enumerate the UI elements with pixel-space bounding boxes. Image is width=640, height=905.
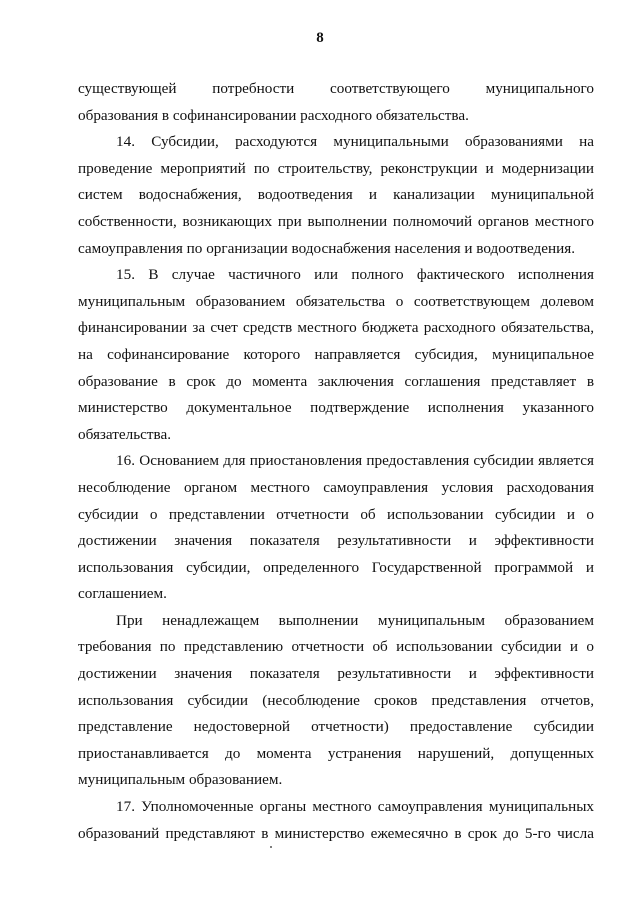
text-line: субсидии о представлении отчетности об использовании субсидии и о — [78, 505, 594, 523]
text-line: 17. Уполномоченные органы местного самоуправления муниципальных — [116, 798, 594, 816]
text-line: 15. В случае частичного или полного фактического исполнения — [116, 266, 594, 284]
text-line: финансировании за счет средств местного бюджета расходного обязательства, — [78, 319, 594, 337]
paragraph — [78, 608, 594, 794]
text-line: образований представляют в министерство ежемесячно в срок до 5-го числа — [78, 824, 594, 842]
text-line: соглашением. — [78, 585, 167, 603]
text-line: существующей потребности соответствующего муниципального — [78, 80, 594, 97]
text-line: собственности, возникающих при выполнении полномочий органов местного — [78, 212, 594, 230]
paragraph — [78, 129, 594, 262]
text-line: несоблюдение органом местного самоуправления условия расходования — [78, 478, 594, 496]
text-line: министерство документальное подтверждение исполнения указанного — [78, 399, 594, 417]
text-line: муниципальным образованием. — [78, 771, 283, 789]
text-line: самоуправления по организации водоснабжения населения и водоотведения. — [78, 239, 576, 257]
text-line: 16. Основанием для приостановления предоставления субсидии является — [116, 452, 594, 470]
scan-artifact — [270, 846, 272, 848]
text-line: образования в софинансировании расходного обязательства. — [78, 106, 469, 124]
text-line: обязательства. — [78, 425, 172, 443]
text-line: использования субсидии (несоблюдение сроков представления отчетов, — [78, 691, 594, 709]
text-line: При ненадлежащем выполнении муниципальным образованием — [116, 611, 594, 629]
text-line: достижении значения показателя результативности и эффективности — [78, 532, 594, 550]
text-line: образование в срок до момента заключения соглашения представляет в — [78, 372, 594, 390]
paragraph — [78, 448, 594, 608]
text-line: требования по представлению отчетности об использовании субсидии и о — [78, 638, 594, 656]
paragraph — [78, 794, 594, 847]
page-number: 8 — [316, 30, 324, 46]
text-line: 14. Субсидии, расходуются муниципальными образованиями на — [116, 133, 594, 151]
text-line: приостанавливается до момента устранения нарушений, допущенных — [78, 744, 594, 762]
document-body — [78, 76, 594, 847]
text-line: муниципальным образованием обязательства о соответствующем долевом — [78, 292, 594, 310]
text-line: представление недостоверной отчетности) предоставление субсидии — [78, 718, 594, 736]
text-line: систем водоснабжения, водоотведения и канализации муниципальной — [78, 186, 594, 204]
text-line: использования субсидии, определенного Государственной программой и — [78, 558, 594, 576]
text-line: достижении значения показателя результативности и эффективности — [78, 665, 594, 683]
paragraph — [78, 262, 594, 448]
text-line: на софинансирование которого направляется субсидия, муниципальное — [78, 345, 594, 363]
text-line: проведение мероприятий по строительству, реконструкции и модернизации — [78, 159, 594, 177]
paragraph — [78, 76, 594, 129]
